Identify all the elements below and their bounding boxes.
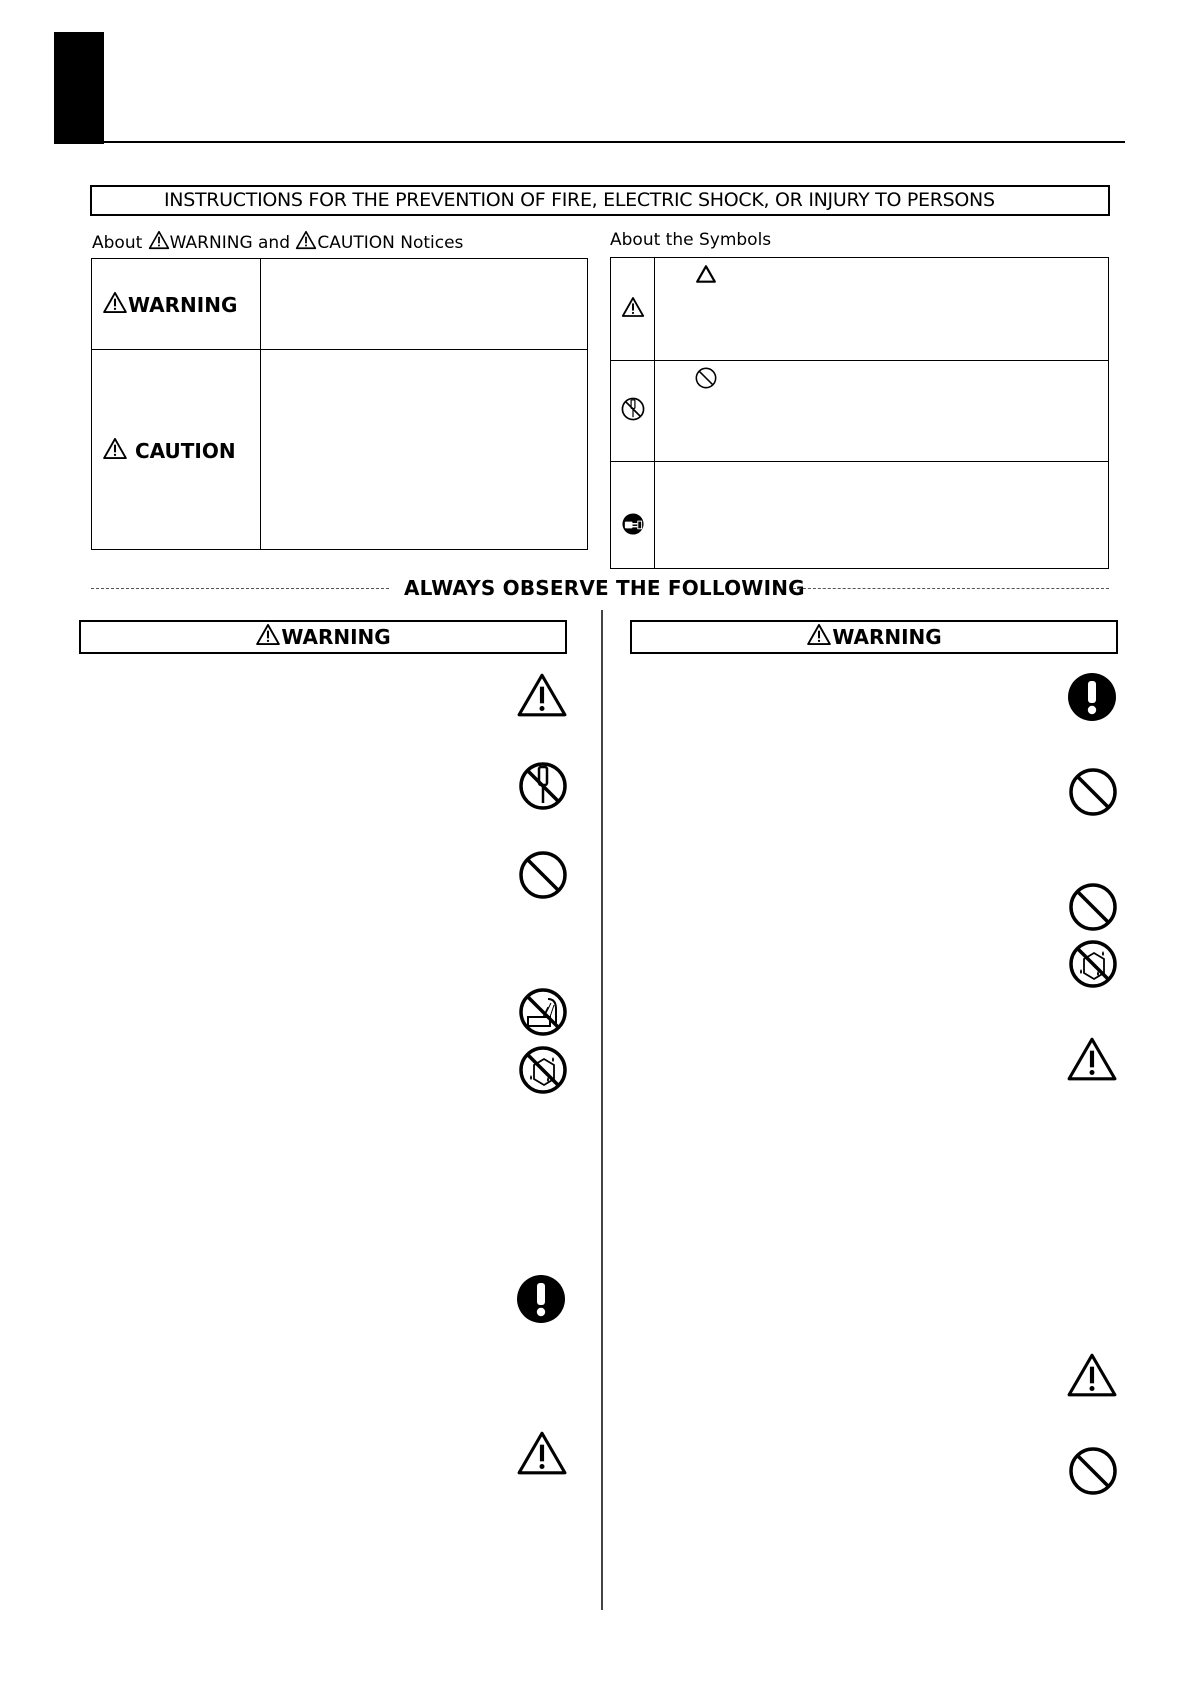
notices-table <box>91 258 588 550</box>
no-wet-location-icon <box>1068 939 1118 989</box>
symbol-key-caution <box>611 258 655 361</box>
caution-notice-label: CAUTION <box>134 438 236 463</box>
warning-notice-label: WARNING <box>128 293 238 317</box>
unplug-icon <box>621 512 645 536</box>
prohibited-symbol-icon <box>695 367 717 389</box>
caution-triangle-icon <box>621 296 645 318</box>
symbol-desc-prohibited <box>655 361 1109 462</box>
prohibited-icon <box>1068 1446 1118 1496</box>
instructions-title-box <box>90 185 1110 216</box>
no-wet-location-icon <box>518 1045 568 1095</box>
warning-notice-description <box>261 259 588 350</box>
column-divider <box>601 610 603 1610</box>
caution-triangle-icon <box>516 1430 568 1476</box>
symbol-desc-caution <box>655 258 1109 361</box>
symbols-heading: About the Symbols <box>610 230 772 250</box>
prohibited-icon <box>1068 882 1118 932</box>
symbol-key-prohibited <box>611 361 655 462</box>
prohibited-icon <box>518 850 568 900</box>
symbols-table <box>610 257 1109 569</box>
caution-notice-key <box>92 350 261 550</box>
divider-dash-right <box>793 588 1109 589</box>
left-warning-header: WARNING <box>79 620 567 654</box>
symbol-key-mandatory <box>611 462 655 569</box>
mandatory-action-icon <box>1067 672 1117 722</box>
right-warning-header: WARNING <box>630 620 1118 654</box>
warning-triangle-icon <box>102 291 128 314</box>
header-rule <box>54 141 1125 143</box>
notices-heading: About WARNING and CAUTION Notices <box>92 230 463 253</box>
mandatory-action-icon <box>516 1274 566 1324</box>
caution-triangle-icon <box>295 230 317 250</box>
warning-triangle-icon <box>148 230 170 250</box>
divider-dash-left <box>91 588 389 589</box>
instructions-title: INSTRUCTIONS FOR THE PREVENTION OF FIRE, ELECTRIC SHOCK, OR INJURY TO PERSONS <box>164 189 995 211</box>
warning-notice-key <box>92 259 261 350</box>
symbol-desc-mandatory <box>655 462 1109 569</box>
warning-triangle-icon <box>255 623 281 646</box>
always-observe-heading: ALWAYS OBSERVE THE FOLLOWING <box>404 576 805 600</box>
no-disassemble-icon <box>518 761 568 811</box>
warning-triangle-icon <box>806 623 832 646</box>
triangle-symbol-icon <box>695 264 717 284</box>
caution-triangle-icon <box>102 437 128 460</box>
caution-triangle-icon <box>1066 1352 1118 1398</box>
prohibited-icon <box>1068 767 1118 817</box>
no-water-icon <box>518 987 568 1037</box>
caution-notice-description <box>261 350 588 550</box>
caution-triangle-icon <box>516 672 568 718</box>
caution-triangle-icon <box>1066 1036 1118 1082</box>
section-tab-marker <box>54 32 104 144</box>
no-disassemble-icon <box>621 397 645 421</box>
